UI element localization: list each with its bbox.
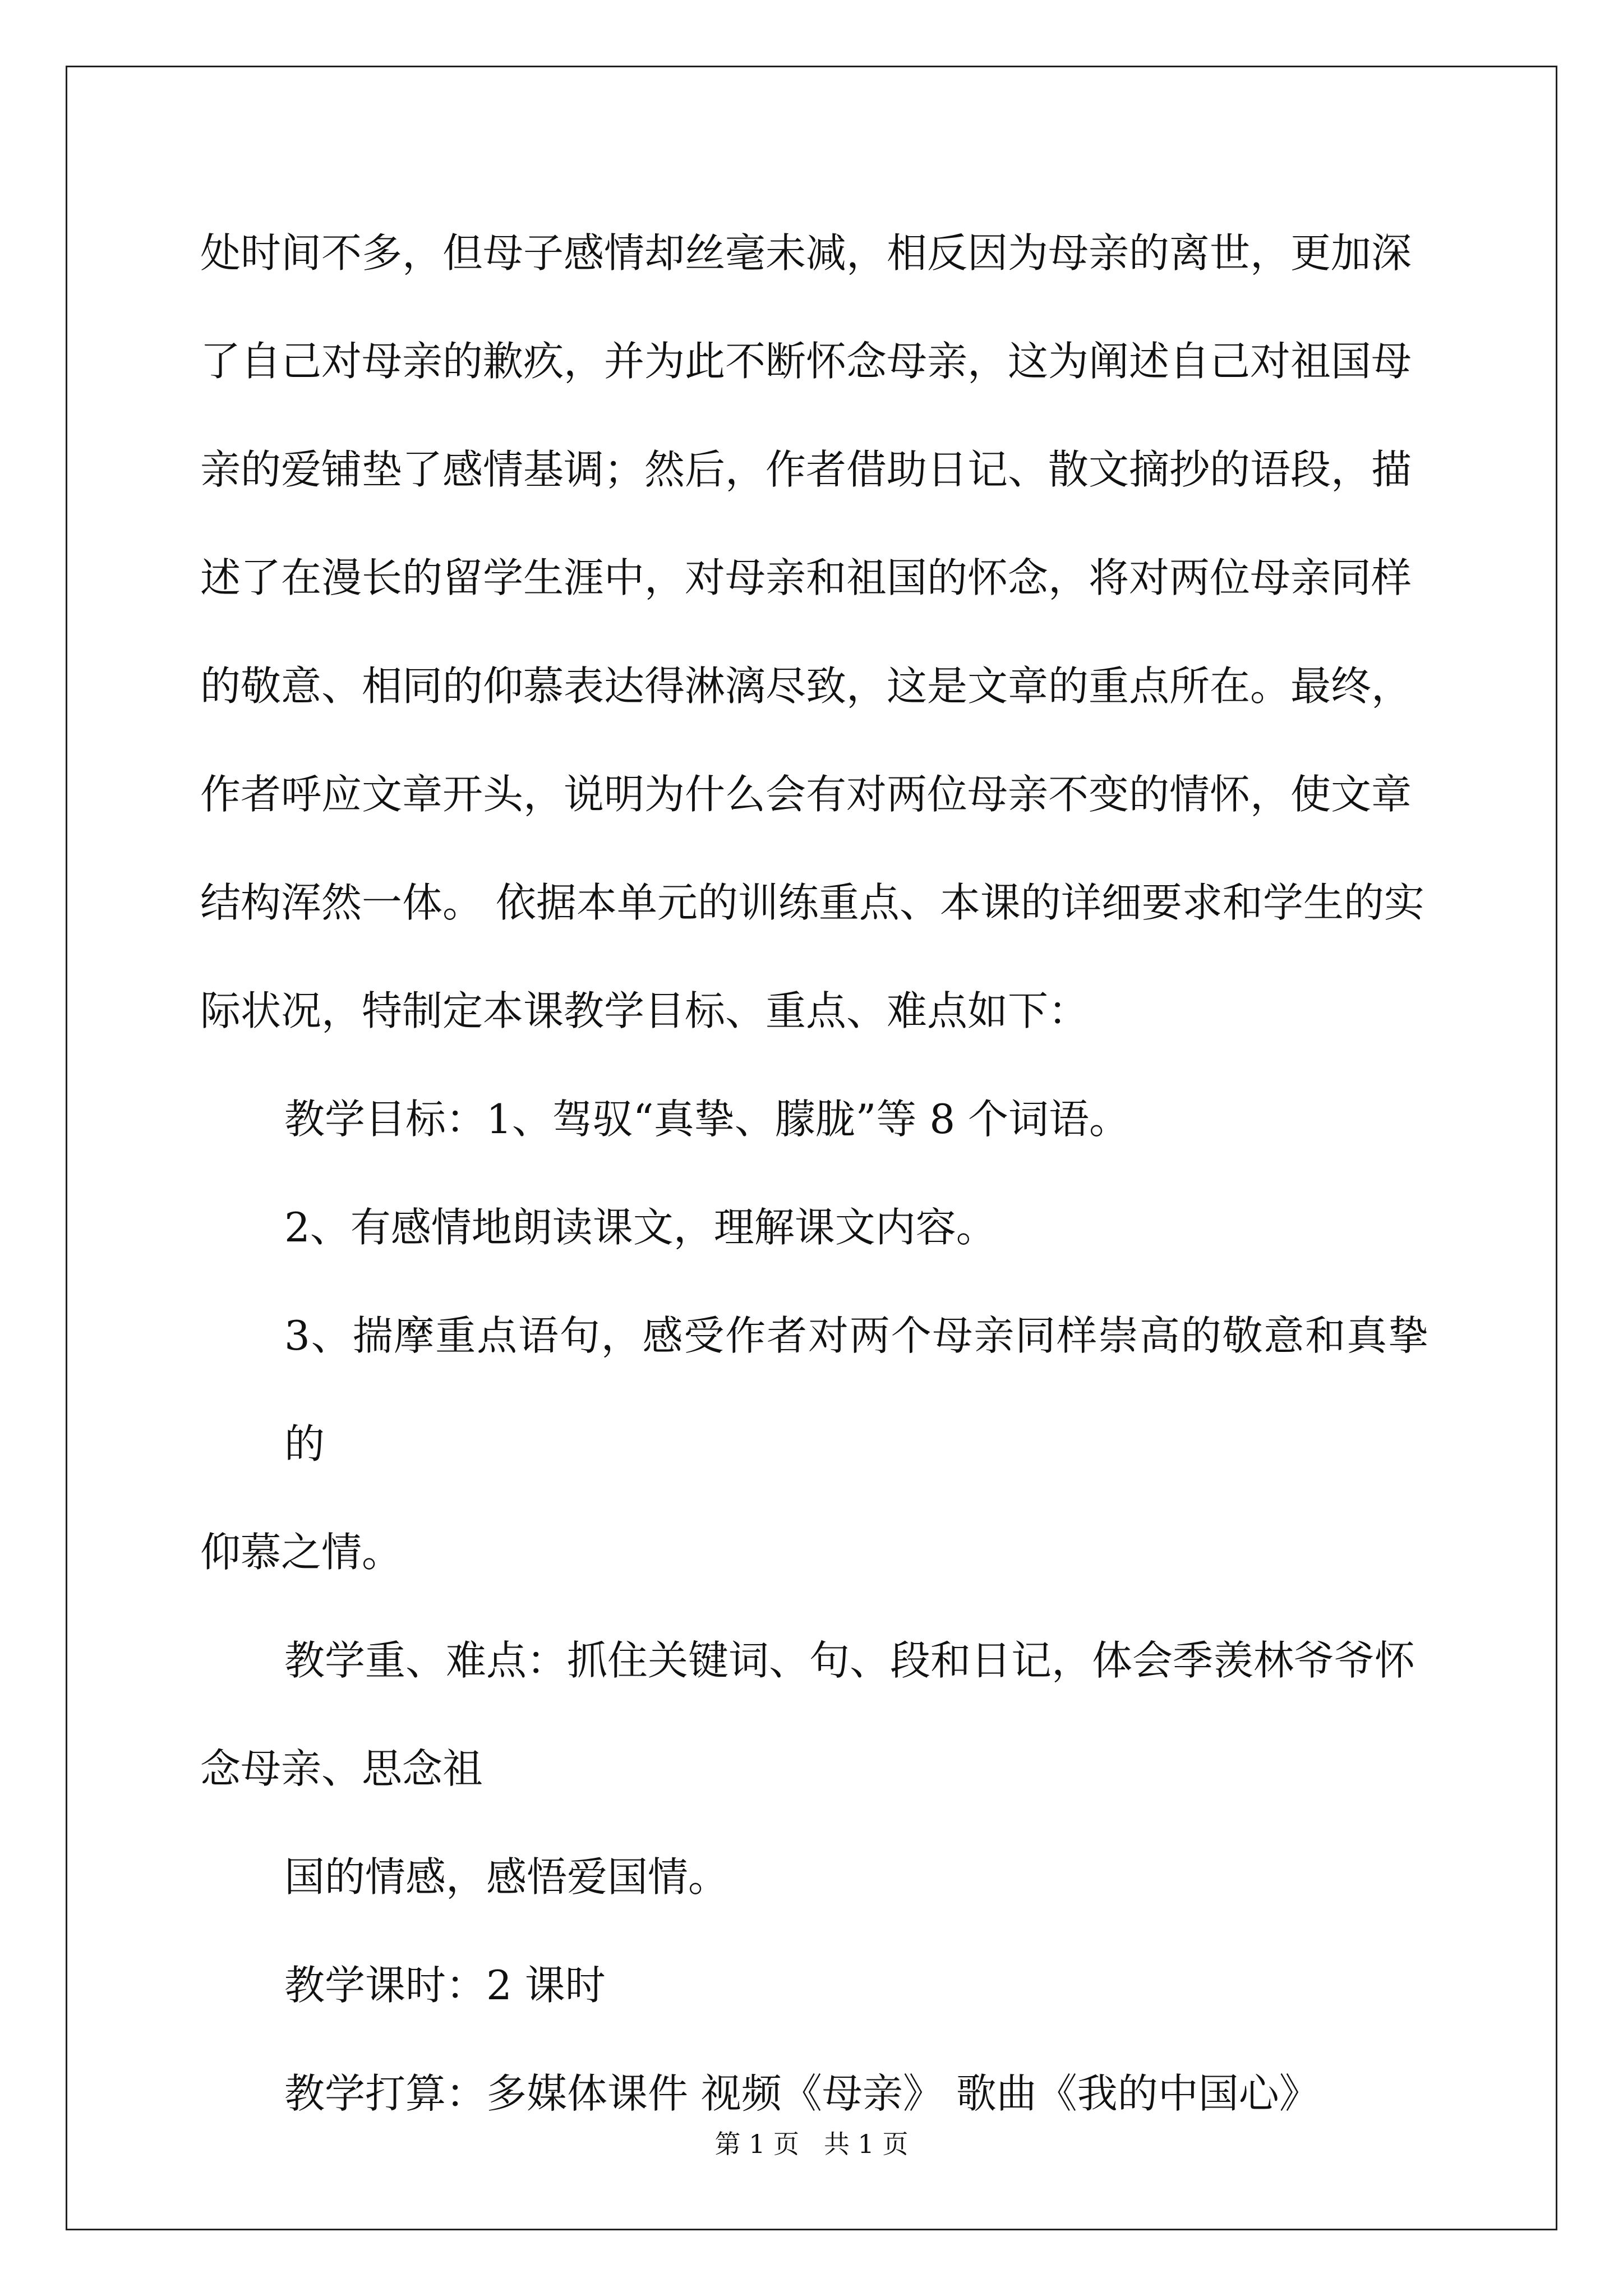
text-line: 述了在漫长的留学生涯中，对母亲和祖国的怀念，将对两位母亲同样 (200, 554, 1412, 601)
paragraph-goal-2: 2、有感情地朗读课文，理解课文内容。 (284, 1204, 997, 1251)
text-line: 仰慕之情。 (200, 1529, 403, 1576)
page-number: 第 1 页 (714, 2129, 800, 2159)
text-line: 教学重、难点：抓住关键词、句、段和日记，体会季羡林爷爷怀 (284, 1637, 1415, 1684)
text-line: 亲的爱铺垫了感情基调；然后，作者借助日记、散文摘抄的语段，描 (200, 446, 1412, 493)
page-footer (0, 2124, 1623, 2161)
text-line: 的敬意、相同的仰慕表达得淋漓尽致，这是文章的重点所在。最终， (200, 662, 1412, 710)
text-line: 作者呼应文章开头，说明为什么会有对两位母亲不变的情怀，使文章 (200, 771, 1412, 818)
paragraph-intro (200, 199, 1428, 1065)
paragraph-key-points-cont: 国的情感，感悟爱国情。 (284, 1853, 729, 1901)
paragraph-preparation: 教学打算：多媒体课件 视频《母亲》 歌曲《我的中国心》 (284, 2070, 1320, 2117)
paragraph-goal-3 (200, 1282, 1428, 1607)
paragraph-key-points (200, 1607, 1428, 1823)
paragraph-goal-1: 教学目标：1、驾驭“真挚、朦胧”等 8 个词语。 (284, 1096, 1130, 1143)
total-pages: 共 1 页 (823, 2129, 909, 2159)
text-line: 结构浑然一体。 依据本单元的训练重点、本课的详细要求和学生的实 (200, 879, 1424, 926)
document-body (200, 199, 1428, 2148)
text-line: 处时间不多，但母子感情却丝毫未减，相反因为母亲的离世，更加深 (200, 229, 1412, 277)
text-line: 念母亲、思念祖 (200, 1745, 483, 1792)
text-line: 际状况，特制定本课教学目标、重点、难点如下： (200, 987, 1089, 1034)
paragraph-class-hours: 教学课时：2 课时 (284, 1962, 606, 2009)
text-line: 3、揣摩重点语句，感受作者对两个母亲同样崇高的敬意和真挚的 (284, 1312, 1428, 1467)
text-line: 了自己对母亲的歉疚，并为此不断怀念母亲，这为阐述自己对祖国母 (200, 338, 1412, 385)
